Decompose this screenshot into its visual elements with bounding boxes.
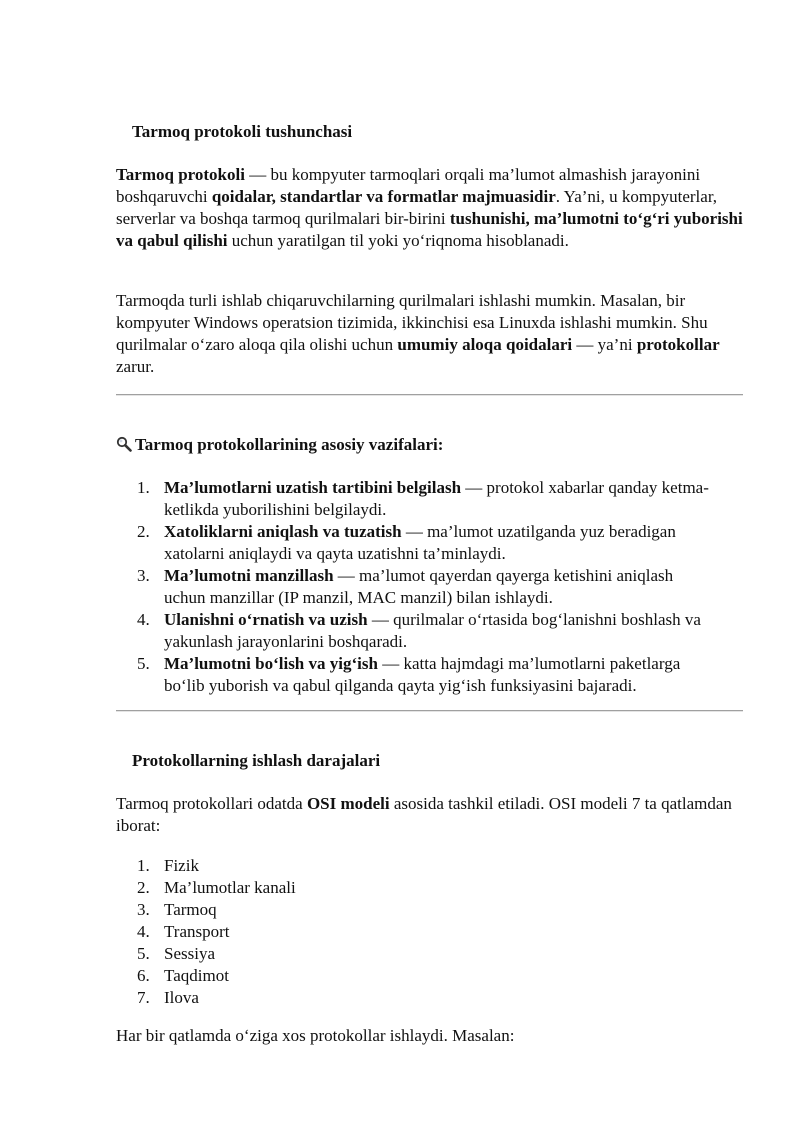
paragraph-example bbox=[116, 290, 746, 378]
heading-text: Tarmoq protokoli tushunchasi bbox=[132, 122, 353, 141]
text-run: . Ya’ni, u kompyuterlar, serverlar va boshqa tarmoq qurilmalari bir-birini bbox=[116, 187, 718, 228]
list-number: 2. bbox=[137, 878, 150, 897]
text-run: — ma’lumot uzatilganda yuz beradigan xatolarni aniqlaydi va qayta uzatishni ta’minlaydi. bbox=[164, 522, 676, 563]
bold-term: Tarmoq protokoli bbox=[116, 165, 245, 184]
heading-text: Protokollarning ishlash darajalari bbox=[132, 751, 381, 770]
magnifier-icon bbox=[116, 436, 132, 452]
list-item bbox=[116, 609, 716, 653]
layer-label: Fizik bbox=[164, 856, 199, 875]
paragraph-layer-protocols bbox=[116, 1025, 746, 1047]
list-number: 1. bbox=[137, 478, 150, 497]
text-run: asosida tashkil etiladi. OSI modeli 7 ta qatlamdan iborat: bbox=[116, 794, 732, 835]
heading-text: Tarmoq protokollarining asosiy vazifalari: bbox=[135, 435, 444, 454]
list-number: 3. bbox=[137, 566, 150, 585]
section-heading-protocol-tasks bbox=[116, 434, 443, 456]
text-run: uchun yaratilgan til yoki yo‘riqnoma hisoblanadi. bbox=[227, 231, 569, 250]
list-item bbox=[116, 477, 716, 521]
text-run: — qurilmalar o‘rtasida bog‘lanishni boshlash va yakunlash jarayonlarini boshqaradi. bbox=[164, 610, 701, 651]
list-number: 2. bbox=[137, 522, 150, 541]
section-heading-protocol-levels bbox=[116, 750, 380, 772]
paragraph-osi-intro bbox=[116, 793, 746, 837]
text-run: — protokol xabarlar qanday ketma-ketlikda yuborilishini belgilaydi. bbox=[164, 478, 709, 519]
tasks-list bbox=[116, 477, 716, 697]
list-item bbox=[116, 921, 716, 943]
list-item bbox=[116, 943, 716, 965]
list-item bbox=[116, 877, 716, 899]
bold-term: umumiy aloqa qoidalari bbox=[397, 335, 573, 354]
bold-term: Xatoliklarni aniqlash va tuzatish bbox=[164, 522, 402, 541]
horizontal-rule bbox=[116, 710, 743, 712]
osi-layers-list bbox=[116, 855, 716, 1009]
text-run: zarur. bbox=[116, 357, 155, 376]
bold-term: protokollar bbox=[636, 335, 720, 354]
bold-term: qoidalar, standartlar va formatlar majmuasidir bbox=[211, 187, 556, 206]
text-run: — ya’ni bbox=[572, 335, 637, 354]
list-item bbox=[116, 987, 716, 1009]
text-run: Tarmoq protokollari odatda bbox=[116, 794, 307, 813]
layer-label: Tarmoq bbox=[164, 900, 217, 919]
paragraph-definition bbox=[116, 164, 746, 252]
layer-label: Ilova bbox=[164, 988, 199, 1007]
list-item bbox=[116, 965, 716, 987]
list-item bbox=[116, 855, 716, 877]
list-item bbox=[116, 653, 716, 697]
text-run: — katta hajmdagi ma’lumotlarni paketlarga bo‘lib yuborish va qabul qilganda qayta yig‘ish funksiyasini bajaradi. bbox=[164, 654, 681, 695]
bold-term: tushunishi, ma’lumotni to‘g‘ri yuborishi va qabul qilishi bbox=[116, 209, 743, 250]
section-heading-protocol-concept bbox=[116, 121, 352, 143]
horizontal-rule bbox=[116, 394, 743, 396]
bold-term: Ma’lumotni manzillash bbox=[164, 566, 334, 585]
list-number: 4. bbox=[137, 610, 150, 629]
list-number: 1. bbox=[137, 856, 150, 875]
layer-label: Taqdimot bbox=[164, 966, 229, 985]
bold-term: OSI modeli bbox=[306, 794, 390, 813]
list-item bbox=[116, 521, 716, 565]
bold-term: Ma’lumotlarni uzatish tartibini belgilash bbox=[164, 478, 462, 497]
text-run: — ma’lumot qayerdan qayerga ketishini aniqlash uchun manzillar (IP manzil, MAC manzil) bilan ishlaydi. bbox=[164, 566, 674, 607]
list-item bbox=[116, 899, 716, 921]
bold-term: Ma’lumotni bo‘lish va yig‘ish bbox=[164, 654, 378, 673]
text-run: Tarmoqda turli ishlab chiqaruvchilarning qurilmalari ishlashi mumkin. Masalan, bir kompyuter Windows operatsion tizimida, ikkinchisi esa Linuxda ishlashi mumkin. Shu qurilmalar o‘zaro aloqa qila olishi uchun bbox=[116, 291, 708, 354]
list-number: 5. bbox=[137, 944, 150, 963]
text-run: Har bir qatlamda o‘ziga xos protokollar ishlaydi. Masalan: bbox=[116, 1026, 515, 1045]
list-item bbox=[116, 565, 716, 609]
list-number: 7. bbox=[137, 988, 150, 1007]
bold-term: Ulanishni o‘rnatish va uzish bbox=[164, 610, 368, 629]
layer-label: Transport bbox=[164, 922, 230, 941]
list-number: 6. bbox=[137, 966, 150, 985]
list-number: 4. bbox=[137, 922, 150, 941]
layer-label: Sessiya bbox=[164, 944, 215, 963]
layer-label: Ma’lumotlar kanali bbox=[164, 878, 296, 897]
text-run: — bu kompyuter tarmoqlari orqali ma’lumot almashish jarayonini boshqaruvchi bbox=[116, 165, 701, 206]
list-number: 5. bbox=[137, 654, 150, 673]
list-number: 3. bbox=[137, 900, 150, 919]
